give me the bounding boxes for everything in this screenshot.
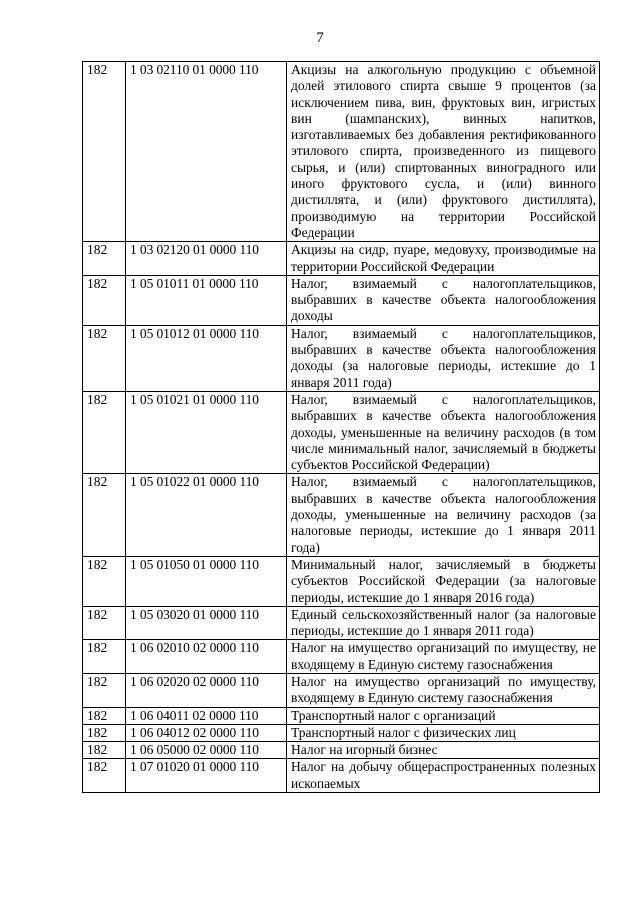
- admin-code-cell: 182: [83, 707, 126, 724]
- revenue-name-cell: Налог, взимаемый с налогоплательщиков, выбравших в качестве объекта налогообложения доходы (за налоговые периоды, истекшие до 1 января 2011 года): [287, 325, 600, 391]
- table-row: [83, 673, 600, 707]
- budget-code-cell: 1 03 02110 01 0000 110: [126, 62, 287, 242]
- table-row: [83, 474, 600, 556]
- revenue-name-cell: Акцизы на алкогольную продукцию с объемной долей этилового спирта свыше 9 процентов (за исключением пива, вин, фруктовых вин, игристых вин (шампанских), винных напитков, изготавливаемых без добавления ректификованного этилового спирта, произведенного из пищевого сырья, и (или) спиртованных виноградного или иного фруктового сусла, и (или) винного дистиллята, и (или) фруктового дистиллята), производимую на территории Российской Федерации: [287, 62, 600, 242]
- admin-code-cell: 182: [83, 275, 126, 325]
- revenue-name-cell: Налог, взимаемый с налогоплательщиков, выбравших в качестве объекта налогообложения доходы, уменьшенные на величину расходов (за налоговые периоды, истекшие до 1 января 2011 года): [287, 474, 600, 556]
- table-row: [83, 640, 600, 674]
- budget-code-cell: 1 05 01021 01 0000 110: [126, 391, 287, 473]
- table-row: [83, 759, 600, 793]
- budget-code-cell: 1 05 03020 01 0000 110: [126, 606, 287, 640]
- admin-code-cell: 182: [83, 325, 126, 391]
- table-row: [83, 242, 600, 276]
- budget-code-cell: 1 07 01020 01 0000 110: [126, 759, 287, 793]
- table-row: [83, 391, 600, 473]
- budget-code-cell: 1 06 05000 02 0000 110: [126, 742, 287, 759]
- admin-code-cell: 182: [83, 759, 126, 793]
- admin-code-cell: 182: [83, 724, 126, 741]
- revenue-name-cell: Налог на имущество организаций по имуществу, входящему в Единую систему газоснабжения: [287, 673, 600, 707]
- budget-code-cell: 1 03 02120 01 0000 110: [126, 242, 287, 276]
- budget-code-cell: 1 05 01022 01 0000 110: [126, 474, 287, 556]
- budget-code-cell: 1 05 01012 01 0000 110: [126, 325, 287, 391]
- table-row: [83, 62, 600, 242]
- budget-code-cell: 1 06 04011 02 0000 110: [126, 707, 287, 724]
- admin-code-cell: 182: [83, 556, 126, 606]
- revenue-name-cell: Налог на имущество организаций по имуществу, не входящему в Единую систему газоснабжения: [287, 640, 600, 674]
- budget-code-cell: 1 06 02020 02 0000 110: [126, 673, 287, 707]
- admin-code-cell: 182: [83, 673, 126, 707]
- revenue-name-cell: Акцизы на сидр, пуаре, медовуху, производимые на территории Российской Федерации: [287, 242, 600, 276]
- revenue-name-cell: Транспортный налог с организаций: [287, 707, 600, 724]
- revenue-name-cell: Налог на добычу общераспространенных полезных ископаемых: [287, 759, 600, 793]
- table-row: [83, 707, 600, 724]
- revenue-name-cell: Налог, взимаемый с налогоплательщиков, выбравших в качестве объекта налогообложения доходы, уменьшенные на величину расходов (в том числе минимальный налог, зачисляемый в бюджеты субъектов Российской Федерации): [287, 391, 600, 473]
- admin-code-cell: 182: [83, 474, 126, 556]
- revenue-name-cell: Минимальный налог, зачисляемый в бюджеты субъектов Российской Федерации (за налоговые периоды, истекшие до 1 января 2016 года): [287, 556, 600, 606]
- table-row: [83, 325, 600, 391]
- admin-code-cell: 182: [83, 391, 126, 473]
- table-row: [83, 556, 600, 606]
- admin-code-cell: 182: [83, 242, 126, 276]
- admin-code-cell: 182: [83, 606, 126, 640]
- revenue-name-cell: Налог на игорный бизнес: [287, 742, 600, 759]
- budget-code-cell: 1 05 01011 01 0000 110: [126, 275, 287, 325]
- page-number: 7: [316, 30, 324, 46]
- budget-code-cell: 1 06 02010 02 0000 110: [126, 640, 287, 674]
- budget-code-cell: 1 05 01050 01 0000 110: [126, 556, 287, 606]
- revenue-codes-table: [82, 61, 600, 793]
- revenue-name-cell: Единый сельскохозяйственный налог (за налоговые периоды, истекшие до 1 января 2011 года): [287, 606, 600, 640]
- budget-code-cell: 1 06 04012 02 0000 110: [126, 724, 287, 741]
- admin-code-cell: 182: [83, 742, 126, 759]
- table-row: [83, 606, 600, 640]
- admin-code-cell: 182: [83, 62, 126, 242]
- table-row: [83, 742, 600, 759]
- revenue-name-cell: Налог, взимаемый с налогоплательщиков, выбравших в качестве объекта налогообложения доходы: [287, 275, 600, 325]
- admin-code-cell: 182: [83, 640, 126, 674]
- table-row: [83, 275, 600, 325]
- table-row: [83, 724, 600, 741]
- revenue-name-cell: Транспортный налог с физических лиц: [287, 724, 600, 741]
